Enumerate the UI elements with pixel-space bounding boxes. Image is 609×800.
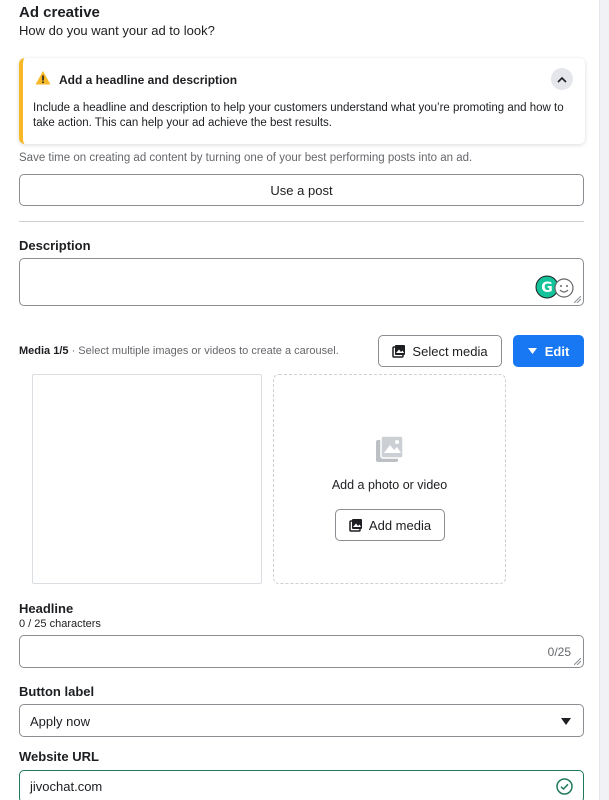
button-label-select[interactable]: [19, 704, 584, 737]
photo-placeholder-icon: [374, 433, 406, 465]
edit-media-button[interactable]: [513, 335, 584, 367]
media-count: Media 1/5: [19, 345, 69, 357]
select-media-label: Select media: [412, 343, 488, 359]
website-url-value: jivochat.com: [30, 779, 103, 794]
headline-input[interactable]: [19, 635, 584, 668]
description-input[interactable]: [19, 258, 584, 306]
media-label: [19, 345, 339, 357]
button-label-value: Apply now: [30, 714, 90, 729]
resize-handle-icon[interactable]: [574, 658, 581, 665]
website-url-input[interactable]: [19, 770, 584, 800]
image-icon: [392, 344, 406, 358]
section-subtitle: How do you want your ad to look?: [19, 23, 215, 38]
add-media-label: Add media: [368, 517, 432, 533]
headline-counter: 0/25: [547, 645, 571, 659]
drop-zone-text: Add a photo or video: [331, 478, 448, 492]
alert-title: Add a headline and description: [59, 73, 238, 87]
headline-char-info: 0 / 25 characters: [19, 618, 101, 630]
grammarly-icon[interactable]: [535, 275, 575, 299]
resize-handle-icon[interactable]: [574, 296, 581, 303]
page-scrollbar[interactable]: [599, 0, 609, 800]
add-media-button[interactable]: [335, 509, 445, 541]
warning-icon: [35, 70, 51, 86]
section-divider: [19, 221, 584, 222]
chevron-up-icon: [557, 76, 567, 83]
media-drop-zone[interactable]: [273, 374, 506, 584]
edit-label: Edit: [544, 343, 570, 359]
check-circle-icon: [556, 778, 573, 795]
button-label-label: Button label: [19, 684, 95, 699]
description-label: Description: [19, 238, 91, 253]
caret-down-icon: [561, 718, 571, 725]
collapse-alert-button[interactable]: [551, 68, 573, 90]
image-icon: [349, 518, 363, 532]
caret-down-icon: [528, 348, 537, 354]
select-media-button[interactable]: [378, 335, 502, 367]
website-url-label: Website URL: [19, 749, 99, 764]
use-post-button[interactable]: Use a post: [19, 174, 584, 206]
media-preview[interactable]: [32, 374, 262, 584]
headline-label: Headline: [19, 601, 74, 616]
alert-body: Include a headline and description to help your customers understand what you’re promoting and how to take action. This can help your ad achieve the best results.: [33, 102, 564, 129]
media-hint: · Select multiple images or videos to create a carousel.: [68, 345, 339, 357]
use-post-hint: Save time on creating ad content by turning one of your best performing posts into an ad.: [19, 152, 473, 164]
section-title: Ad creative: [19, 4, 100, 21]
headline-alert: [19, 58, 585, 144]
svg-text:G: G: [541, 280, 553, 296]
